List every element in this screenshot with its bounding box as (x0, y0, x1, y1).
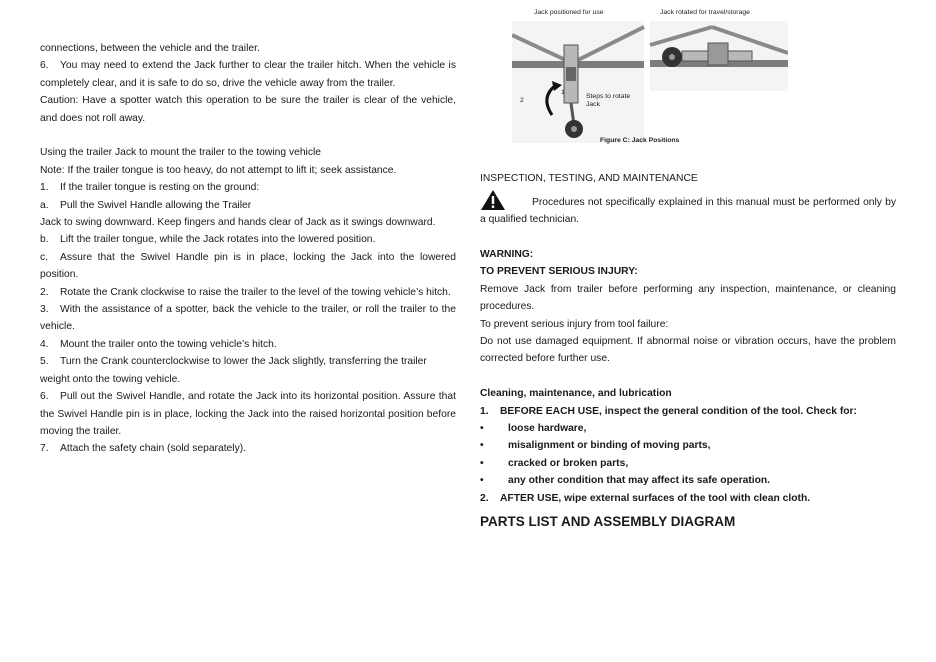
step-6-extend: 6. You may need to extend the Jack further to clear the trailer hitch. When the vehicle is completely clear, and it is safe to do so, drive the vehicle away from the trailer. (40, 60, 456, 89)
bullet-item: • misalignment or binding of moving parts, (480, 440, 711, 452)
caution-text: Caution: Have a spotter watch this operation to be sure the trailer is clear of the vehicle, and does not roll away. (40, 95, 456, 124)
mount-heading: Using the trailer Jack to mount the trailer to the towing vehicle (40, 147, 322, 159)
label-jack-travel: Jack rotated for travel/storage (660, 9, 750, 16)
left-column (40, 40, 456, 458)
step-3: 3. With the assistance of a spotter, back the vehicle to the trailer, or roll the trailer to the vehicle. (40, 304, 456, 333)
label-steps-rotate: Steps to rotate Jack (586, 93, 631, 108)
section-title-inspection: INSPECTION, TESTING, AND MAINTENANCE (480, 173, 698, 185)
jack-positions-figure (512, 5, 788, 153)
step-4: 4. Mount the trailer onto the towing vehicle’s hitch. (40, 338, 277, 350)
step-1: 1. If the trailer tongue is resting on the ground: (40, 182, 260, 194)
damaged-equipment-text: Do not use damaged equipment. If abnormal noise or vibration occurs, have the problem corrected before further use. (480, 336, 896, 365)
remove-jack-text: Remove Jack from trailer before performing any inspection, maintenance, or cleaning procedures. (480, 283, 896, 313)
step-5: 5. Turn the Crank counterclockwise to lower the Jack slightly, transferring the trailer weight onto the towing vehicle. (40, 356, 427, 385)
cleaning-title: Cleaning, maintenance, and lubrication (480, 388, 672, 400)
bullet-item: • loose hardware, (480, 423, 587, 435)
text-connections: connections, between the vehicle and the trailer. (40, 43, 260, 54)
warning-triangle-icon (480, 189, 506, 217)
parts-list-title: PARTS LIST AND ASSEMBLY DIAGRAM (480, 514, 736, 530)
bullet-item: • any other condition that may affect its safe operation. (480, 475, 771, 487)
step-a: a. Pull the Swivel Handle allowing the Trailer (40, 199, 252, 211)
tool-failure-text: To prevent serious injury from tool failure: (480, 318, 669, 330)
label-step-2: 2 (520, 97, 524, 104)
prevent-injury-label: TO PREVENT SERIOUS INJURY: (480, 266, 638, 278)
step-2: 2. Rotate the Crank clockwise to raise the trailer to the level of the towing vehicle’s hitch. (40, 286, 451, 298)
step-b: b. Lift the trailer tongue, while the Jack rotates into the lowered position. (40, 234, 376, 246)
label-jack-for-use: Jack positioned for use (534, 9, 604, 16)
figure-caption: Figure C: Jack Positions (600, 137, 680, 144)
step-a-continued: Jack to swing downward. Keep fingers and hands clear of Jack as it swings downward. (40, 217, 436, 229)
right-column (480, 9, 896, 530)
step-7: 7. Attach the safety chain (sold separately). (40, 443, 247, 455)
step-c: c. Assure that the Swivel Handle pin is in place, locking the Jack into the lowered position. (40, 251, 456, 281)
cleaning-step-1: 1. BEFORE EACH USE, inspect the general condition of the tool. Check for: (480, 405, 857, 417)
procedures-warning: Procedures not specifically explained in this manual must be performed only by a qualified technician. (480, 194, 896, 229)
warning-label: WARNING: (480, 249, 534, 260)
cleaning-step-2: 2. AFTER USE, wipe external surfaces of the tool with clean cloth. (480, 492, 811, 504)
step-6: 6. Pull out the Swivel Handle, and rotate the Jack into its horizontal position. Assure that the Swivel Handle pin is in place, locking the Jack into the raised horizontal position before moving the trailer. (40, 391, 456, 437)
jack-positions-illustration (512, 5, 788, 153)
label-step-1: 1 (561, 89, 565, 96)
bullet-item: • cracked or broken parts, (480, 457, 629, 469)
note-text: Note: If the trailer tongue is too heavy, do not attempt to lift it; seek assistance. (40, 164, 397, 176)
